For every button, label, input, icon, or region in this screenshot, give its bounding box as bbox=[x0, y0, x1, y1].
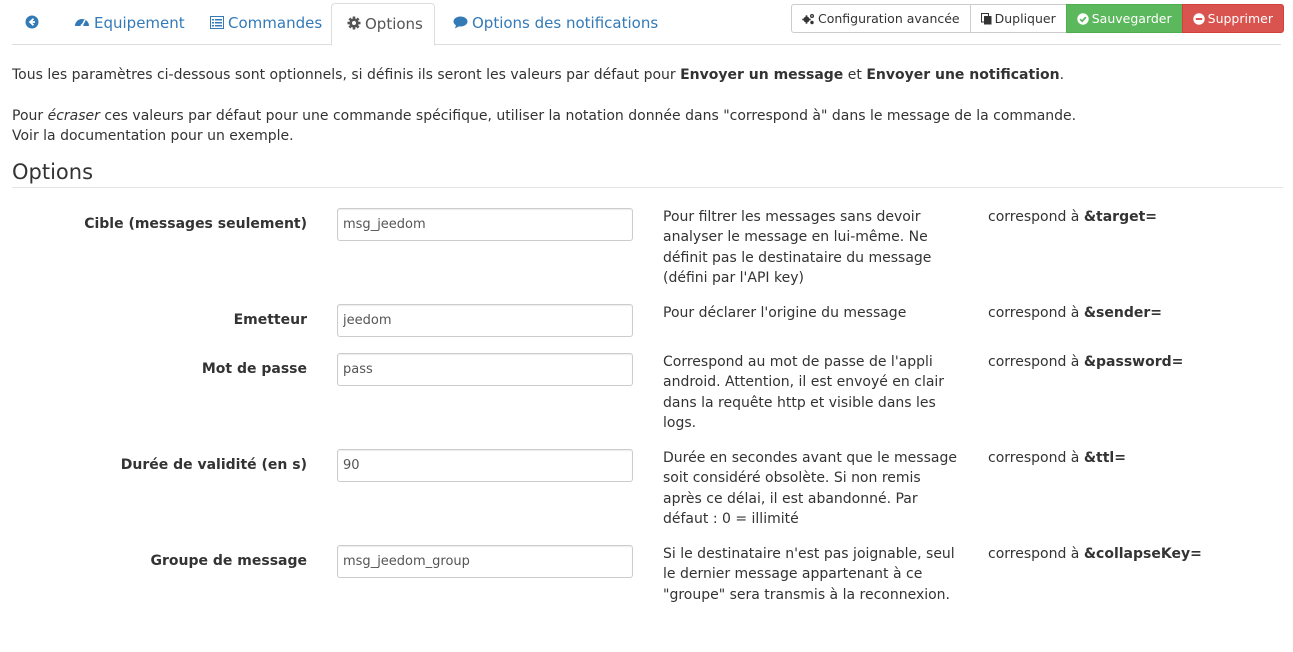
ttl-input[interactable] bbox=[337, 449, 633, 482]
target-input[interactable] bbox=[337, 208, 633, 241]
field-param bbox=[988, 352, 1183, 372]
cogs-icon bbox=[802, 13, 815, 25]
action-button-group bbox=[791, 4, 1284, 33]
save-label: Sauvegarder bbox=[1091, 11, 1172, 26]
intro-text-segment: et bbox=[843, 67, 867, 83]
field-description: Pour filtrer les messages sans devoir analyser le message en lui-même. Ne définit pas le destinataire du message (défini par l'API key) bbox=[663, 209, 932, 286]
message-group-input[interactable] bbox=[337, 545, 633, 578]
field-param bbox=[988, 448, 1126, 468]
corr-prefix: correspond à bbox=[988, 450, 1084, 466]
sender-input[interactable] bbox=[337, 304, 633, 337]
intro-paragraph-2 bbox=[12, 106, 1281, 146]
param-name: &target= bbox=[1083, 209, 1158, 225]
send-message-name: Envoyer un message bbox=[680, 67, 844, 83]
tachometer-icon bbox=[74, 4, 90, 44]
override-word: écraser bbox=[47, 108, 100, 124]
field-description: Durée en secondes avant que le message soit considéré obsolète. Si non remis après ce délai, il est abandonné. Par défaut : 0 = illimité bbox=[663, 450, 957, 527]
intro-paragraph-1 bbox=[12, 65, 1281, 85]
tab-options[interactable] bbox=[331, 3, 435, 46]
field-label: Groupe de message bbox=[150, 553, 307, 569]
corr-prefix: correspond à bbox=[988, 209, 1084, 225]
intro-text-segment: Tous les paramètres ci-dessous sont optionnels, si définis ils seront les valeurs par défaut pour bbox=[12, 67, 681, 83]
top-bar bbox=[0, 0, 1293, 45]
password-input[interactable] bbox=[337, 353, 633, 386]
delete-button[interactable] bbox=[1182, 4, 1284, 33]
tab-notifications[interactable] bbox=[438, 3, 673, 45]
field-param bbox=[988, 544, 1202, 564]
param-name: &password= bbox=[1083, 354, 1184, 370]
check-circle-icon bbox=[1077, 13, 1089, 25]
send-notification-name: Envoyer une notification bbox=[866, 67, 1060, 83]
param-name: &ttl= bbox=[1083, 450, 1126, 466]
tab-commandes-label: Commandes bbox=[228, 14, 323, 32]
tab-notifications-label: Options des notifications bbox=[472, 14, 659, 32]
field-label: Durée de validité (en s) bbox=[120, 457, 307, 473]
section-title: Options bbox=[12, 158, 1283, 188]
corr-prefix: correspond à bbox=[988, 546, 1084, 562]
intro-text-segment: . bbox=[1059, 67, 1065, 83]
field-description: Correspond au mot de passe de l'appli android. Attention, il est envoyé en clair dans la requête http et visible dans les logs. bbox=[663, 354, 945, 431]
arrow-circle-left-icon bbox=[25, 4, 39, 44]
tab-commandes[interactable] bbox=[195, 3, 337, 45]
field-description: Pour déclarer l'origine du message bbox=[663, 305, 907, 321]
tab-options-label: Options bbox=[365, 15, 423, 33]
gear-icon bbox=[347, 5, 361, 45]
list-alt-icon bbox=[210, 4, 224, 44]
corr-prefix: correspond à bbox=[988, 305, 1084, 321]
copy-icon bbox=[981, 13, 992, 25]
param-name: &sender= bbox=[1083, 305, 1162, 321]
field-param bbox=[988, 207, 1157, 227]
duplicate-label: Dupliquer bbox=[994, 11, 1056, 26]
comment-icon bbox=[453, 4, 468, 44]
save-button[interactable] bbox=[1066, 4, 1183, 33]
intro-text bbox=[12, 65, 1281, 146]
tab-equipement-label: Equipement bbox=[94, 14, 185, 32]
field-param bbox=[988, 303, 1162, 323]
corr-prefix: correspond à bbox=[988, 354, 1084, 370]
intro-text-segment: Pour bbox=[12, 108, 48, 124]
advanced-config-button[interactable] bbox=[791, 4, 971, 33]
documentation-note: Voir la documentation pour un exemple. bbox=[12, 128, 294, 144]
field-label: Emetteur bbox=[233, 312, 307, 328]
intro-text-segment: ces valeurs par défaut pour une commande spécifique, utiliser la notation donnée dans "correspond à" dans le message de la commande. bbox=[99, 108, 1077, 124]
param-name: &collapseKey= bbox=[1083, 546, 1202, 562]
field-description: Si le destinataire n'est pas joignable, seul le dernier message appartenant à ce "groupe" sera transmis à la reconnexion. bbox=[663, 546, 955, 603]
advanced-config-label: Configuration avancée bbox=[817, 11, 960, 26]
field-label: Mot de passe bbox=[201, 361, 307, 377]
minus-circle-icon bbox=[1193, 13, 1205, 25]
tab-back[interactable] bbox=[12, 3, 56, 45]
delete-label: Supprimer bbox=[1207, 11, 1273, 26]
duplicate-button[interactable] bbox=[970, 4, 1067, 33]
tab-equipement[interactable] bbox=[59, 3, 200, 45]
field-label: Cible (messages seulement) bbox=[84, 216, 307, 232]
